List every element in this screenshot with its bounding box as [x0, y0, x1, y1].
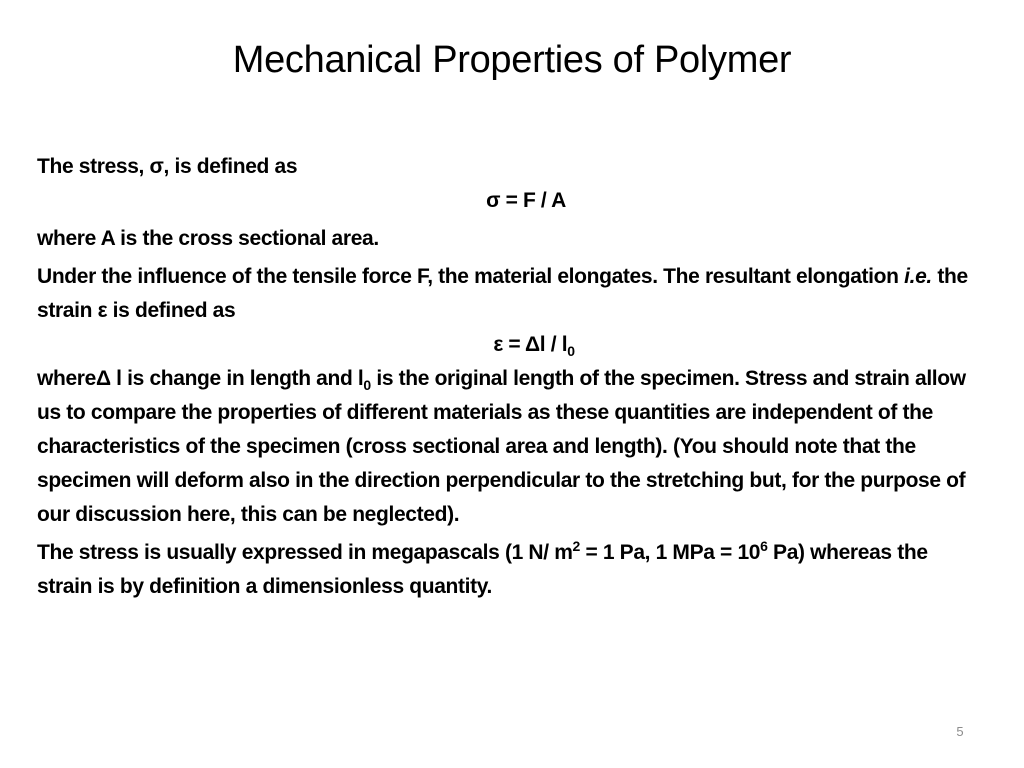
power-six-superscript: 6 [760, 538, 768, 554]
ie-italic: i.e. [904, 265, 932, 288]
strain-formula-subscript: 0 [567, 343, 575, 359]
strain-intro-text-end: the strain ε is defined as [37, 265, 968, 322]
units-text-end: Pa) whereas the strain is by definition a dimensionless quantity. [37, 541, 928, 598]
slide-title: Mechanical Properties of Polymer [232, 39, 792, 81]
stress-formula: σ = F / A [486, 189, 566, 212]
slide-number: 5 [956, 724, 964, 739]
units-text-start: The stress is usually expressed in megapascals (1 N/ m [37, 541, 573, 564]
units-paragraph [37, 536, 987, 604]
slide-body [37, 150, 987, 604]
stress-strain-explanation [37, 362, 987, 532]
stress-definition-intro: The stress, σ, is defined as [37, 155, 298, 178]
cross-section-note: where A is the cross sectional area. [37, 227, 379, 250]
strain-intro-text: Under the influence of the tensile force F, the material elongates. The resultant elongation [37, 265, 905, 288]
strain-formula [37, 328, 987, 362]
strain-formula-main: ε = Δl / l [493, 333, 568, 356]
units-text-middle: = 1 Pa, 1 MPa = 10 [579, 541, 761, 564]
explanation-text-start: whereΔ l is change in length and l [37, 367, 364, 390]
original-length-subscript: 0 [363, 377, 371, 393]
explanation-text-rest: is the original length of the specimen. Stress and strain allow us to compare the properties of different materials as these quantities are independent of the characteristics of the specimen (cross sectional area and length). (You should note that the specimen will deform also in the direction perpendicular to the stretching but, for the purpose of our discussion here, this can be neglected). [37, 367, 966, 526]
square-superscript: 2 [572, 538, 580, 554]
strain-definition-paragraph [37, 260, 987, 328]
